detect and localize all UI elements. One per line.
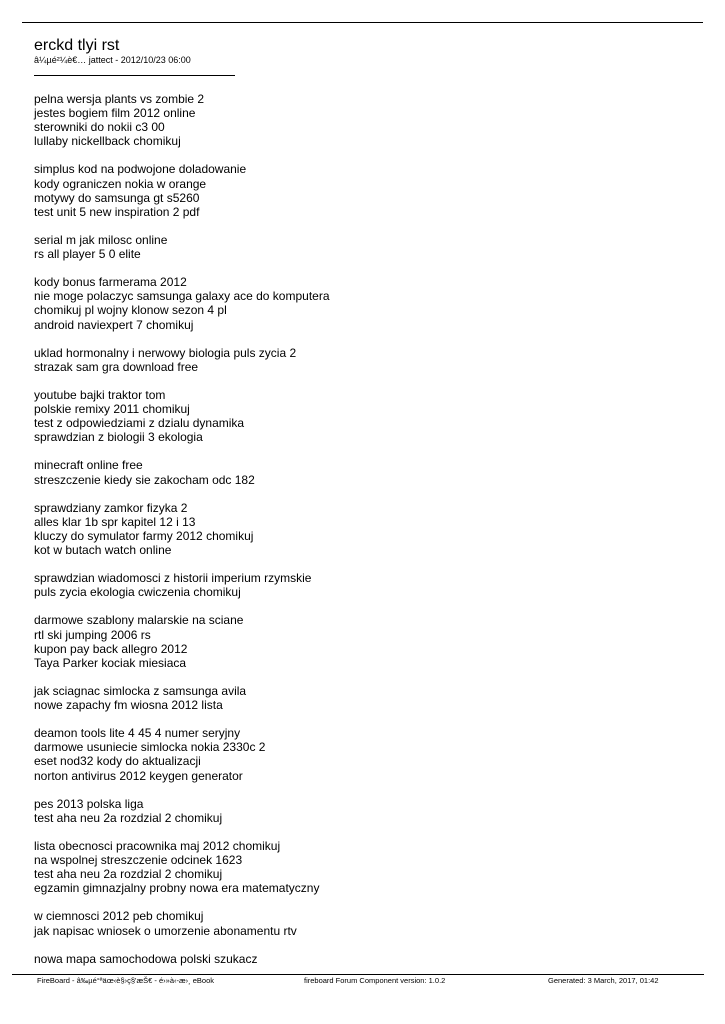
post-line: motywy do samsunga gt s5260 bbox=[34, 190, 200, 205]
post-line: polskie remixy 2011 chomikuj bbox=[34, 402, 190, 417]
post-line: uklad hormonalny i nerwowy biologia puls zycia 2 bbox=[34, 345, 297, 360]
post-line: kot w butach watch online bbox=[34, 543, 172, 557]
top-divider bbox=[22, 22, 703, 23]
post-line: android naviexpert 7 chomikuj bbox=[34, 317, 194, 332]
post-line: Taya Parker kociak miesiaca bbox=[34, 655, 187, 670]
post-line: deamon tools lite 4 45 4 numer seryjny bbox=[34, 726, 241, 741]
footer-component-version: fireboard Forum Component version: 1.0.2 bbox=[304, 976, 446, 985]
paragraph-spacer bbox=[34, 895, 704, 909]
post-line: lullaby nickellback chomikuj bbox=[34, 134, 181, 149]
post-line: test aha neu 2a rozdzial 2 chomikuj bbox=[34, 867, 223, 882]
post-line: strazak sam gra download free bbox=[34, 359, 199, 374]
post-line: puls zycia ekologia cwiczenia chomikuj bbox=[34, 585, 241, 600]
post-line: eset nod32 kody do aktualizacji bbox=[34, 754, 201, 769]
post-line: simplus kod na podwojone doladowanie bbox=[34, 162, 247, 177]
post-line: rtl ski jumping 2006 rs bbox=[34, 627, 151, 642]
post-line: minecraft online free bbox=[34, 458, 143, 473]
post-line: kupon pay back allegro 2012 bbox=[34, 641, 188, 656]
post-line: youtube bajki traktor tom bbox=[34, 387, 166, 402]
post-line: w ciemnosci 2012 peb chomikuj bbox=[34, 909, 204, 924]
paragraph-spacer bbox=[34, 712, 704, 726]
post-line: test aha neu 2a rozdzial 2 chomikuj bbox=[34, 810, 223, 825]
paragraph-spacer bbox=[34, 374, 704, 388]
post-line: sprawdzian wiadomosci z historii imperium rzymskie bbox=[34, 571, 312, 586]
post-line: kody ograniczen nokia w orange bbox=[34, 176, 207, 191]
post-line: test z odpowiedziami z dzialu dynamika bbox=[34, 416, 245, 431]
post-line: darmowe usuniecie simlocka nokia 2330c 2 bbox=[34, 740, 266, 755]
paragraph-spacer bbox=[34, 332, 704, 346]
post-line: kluczy do symulator farmy 2012 chomikuj bbox=[34, 528, 254, 543]
footer-site-label: FireBoard - â‰µé°ªäœ‹è§›ç§'æŠ€ - é›»à‹-æ›¸ eBook bbox=[37, 976, 215, 985]
post-line: darmowe szablony malarskie na sciane bbox=[34, 613, 244, 628]
post-line: jestes bogiem film 2012 online bbox=[34, 106, 196, 121]
post-line: nowa mapa samochodowa polski szukacz bbox=[34, 951, 258, 966]
post-line: streszczenie kiedy sie zakocham odc 182 bbox=[34, 472, 255, 487]
post-line: chomikuj pl wojny klonow sezon 4 pl bbox=[34, 303, 227, 318]
paragraph-spacer bbox=[34, 148, 704, 162]
paragraph-spacer bbox=[34, 444, 704, 458]
post-line: serial m jak milosc online bbox=[34, 232, 168, 247]
post-line: pes 2013 polska liga bbox=[34, 796, 144, 811]
post-line: rs all player 5 0 elite bbox=[34, 247, 141, 262]
post-line: lista obecnosci pracownika maj 2012 chomikuj bbox=[34, 838, 281, 853]
post-line: jak sciagnac simlocka z samsunga avila bbox=[34, 683, 247, 698]
post-title: erckd tlyi rst bbox=[34, 37, 120, 54]
post-line: sprawdziany zamkor fizyka 2 bbox=[34, 500, 188, 515]
post-line: norton antivirus 2012 keygen generator bbox=[34, 768, 243, 783]
paragraph-spacer bbox=[34, 825, 704, 839]
footer-generated-date: Generated: 3 March, 2017, 01:42 bbox=[548, 976, 659, 985]
paragraph-spacer bbox=[34, 219, 704, 233]
post-line: na wspolnej streszczenie odcinek 1623 bbox=[34, 853, 243, 868]
post-line: egzamin gimnazjalny probny nowa era matematyczny bbox=[34, 881, 320, 896]
post-line: alles klar 1b spr kapitel 12 i 13 bbox=[34, 514, 196, 529]
meta-divider bbox=[34, 75, 235, 76]
post-line: sprawdzian z biologii 3 ekologia bbox=[34, 430, 203, 445]
paragraph-spacer bbox=[34, 599, 704, 613]
post-line: nie moge polaczyc samsunga galaxy ace do komputera bbox=[34, 289, 330, 304]
post-meta: â¼µé²¼è€… jattect - 2012/10/23 06:00 bbox=[34, 55, 191, 65]
paragraph-spacer bbox=[34, 261, 704, 275]
post-line: kody bonus farmerama 2012 bbox=[34, 275, 187, 290]
paragraph-spacer bbox=[34, 670, 704, 684]
paragraph-spacer bbox=[34, 557, 704, 571]
post-body bbox=[34, 92, 704, 966]
paragraph-spacer bbox=[34, 783, 704, 797]
paragraph-spacer bbox=[34, 938, 704, 952]
post-line: nowe zapachy fm wiosna 2012 lista bbox=[34, 698, 223, 713]
post-line: jak napisac wniosek o umorzenie abonamentu rtv bbox=[34, 923, 297, 938]
post-line: test unit 5 new inspiration 2 pdf bbox=[34, 204, 200, 219]
paragraph-spacer bbox=[34, 487, 704, 501]
post-line: pelna wersja plants vs zombie 2 bbox=[34, 92, 205, 106]
post-line: sterowniki do nokii c3 00 bbox=[34, 120, 165, 135]
footer-divider bbox=[12, 974, 704, 975]
